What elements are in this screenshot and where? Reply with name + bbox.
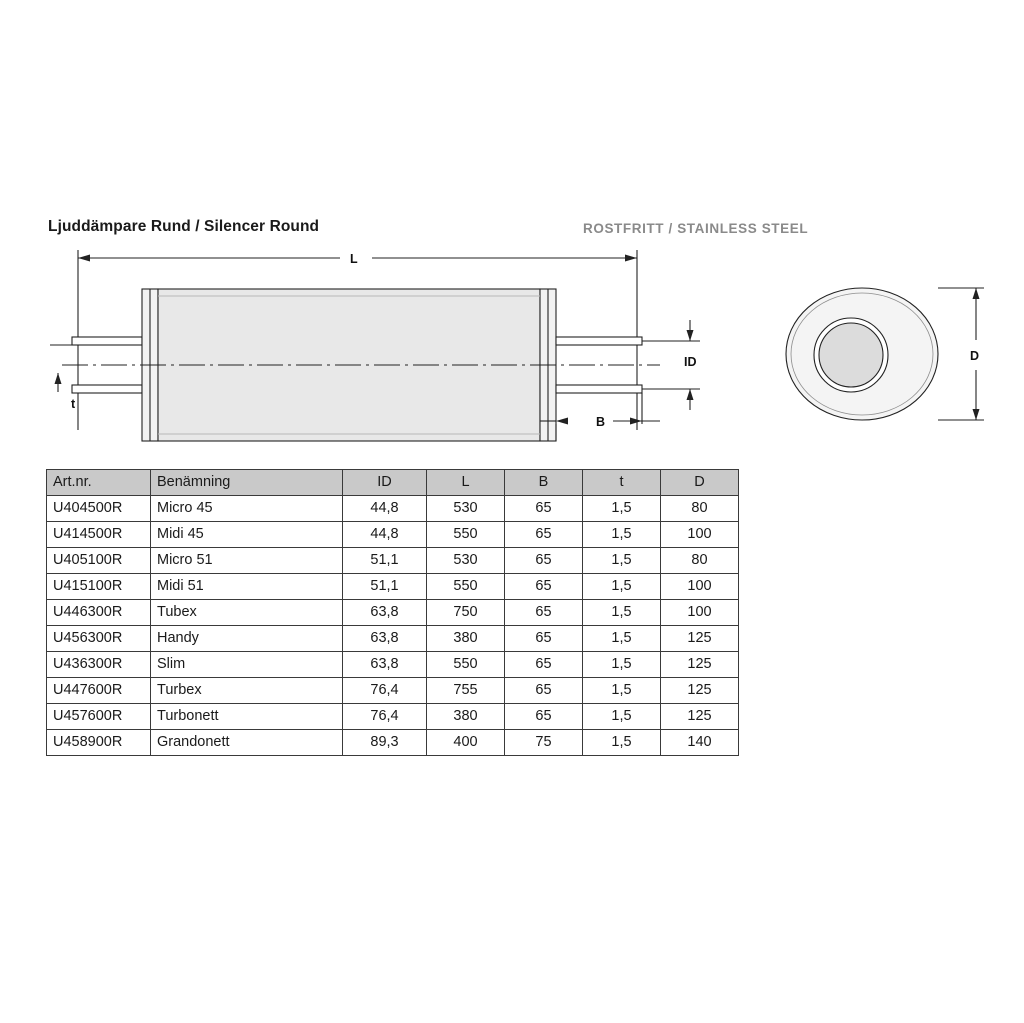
column-header-d: D	[661, 470, 739, 496]
side-view	[50, 250, 700, 441]
cell-l: 550	[427, 574, 505, 600]
cell-l: 550	[427, 522, 505, 548]
specification-table	[46, 469, 739, 756]
inner-diameter-dimension-label: ID	[684, 355, 697, 369]
cell-t: 1,5	[583, 704, 661, 730]
table-row	[47, 496, 739, 522]
cell-id: 51,1	[343, 574, 427, 600]
cell-benamning: Turbex	[151, 678, 343, 704]
cell-b: 65	[505, 548, 583, 574]
cell-b: 65	[505, 678, 583, 704]
cell-art-nr: U456300R	[47, 626, 151, 652]
table-row	[47, 704, 739, 730]
end-view	[786, 288, 984, 420]
thickness-dimension	[50, 345, 72, 392]
cell-t: 1,5	[583, 522, 661, 548]
cell-d: 140	[661, 730, 739, 756]
column-header-t: t	[583, 470, 661, 496]
width-dimension-label: B	[596, 415, 606, 429]
cell-l: 755	[427, 678, 505, 704]
cell-l: 750	[427, 600, 505, 626]
cell-d: 80	[661, 548, 739, 574]
cell-art-nr: U405100R	[47, 548, 151, 574]
cell-benamning: Micro 51	[151, 548, 343, 574]
cell-t: 1,5	[583, 652, 661, 678]
column-header-art-nr: Art.nr.	[47, 470, 151, 496]
cell-d: 80	[661, 496, 739, 522]
cell-id: 51,1	[343, 548, 427, 574]
thickness-dimension-label: t	[71, 397, 76, 411]
cell-id: 89,3	[343, 730, 427, 756]
cell-d: 125	[661, 704, 739, 730]
cell-b: 75	[505, 730, 583, 756]
material-label: ROSTFRITT / STAINLESS STEEL	[583, 221, 809, 236]
cell-art-nr: U415100R	[47, 574, 151, 600]
cell-b: 65	[505, 704, 583, 730]
cell-b: 65	[505, 574, 583, 600]
cell-l: 550	[427, 652, 505, 678]
cell-l: 400	[427, 730, 505, 756]
cell-benamning: Grandonett	[151, 730, 343, 756]
cell-id: 44,8	[343, 496, 427, 522]
cell-t: 1,5	[583, 626, 661, 652]
cell-art-nr: U404500R	[47, 496, 151, 522]
table-header-row	[47, 470, 739, 496]
table-row	[47, 600, 739, 626]
column-header-benamning: Benämning	[151, 470, 343, 496]
table-header	[47, 470, 739, 496]
cell-d: 100	[661, 522, 739, 548]
cell-benamning: Tubex	[151, 600, 343, 626]
cell-id: 63,8	[343, 600, 427, 626]
cell-t: 1,5	[583, 548, 661, 574]
column-header-b: B	[505, 470, 583, 496]
cell-t: 1,5	[583, 574, 661, 600]
cell-b: 65	[505, 522, 583, 548]
cell-id: 44,8	[343, 522, 427, 548]
cell-b: 65	[505, 626, 583, 652]
length-dimension-label: L	[350, 252, 358, 266]
table-row	[47, 574, 739, 600]
cell-t: 1,5	[583, 678, 661, 704]
cell-d: 125	[661, 678, 739, 704]
outer-diameter-dimension-label: D	[970, 349, 980, 363]
cell-l: 380	[427, 626, 505, 652]
cell-id: 63,8	[343, 652, 427, 678]
table-row	[47, 730, 739, 756]
cell-art-nr: U436300R	[47, 652, 151, 678]
cell-d: 125	[661, 626, 739, 652]
cell-art-nr: U414500R	[47, 522, 151, 548]
table-row	[47, 548, 739, 574]
cell-benamning: Slim	[151, 652, 343, 678]
cell-l: 530	[427, 548, 505, 574]
cell-benamning: Turbonett	[151, 704, 343, 730]
column-header-l: L	[427, 470, 505, 496]
page-title: Ljuddämpare Rund / Silencer Round	[48, 218, 320, 235]
cell-l: 530	[427, 496, 505, 522]
cell-benamning: Midi 51	[151, 574, 343, 600]
table-row	[47, 652, 739, 678]
cell-id: 76,4	[343, 678, 427, 704]
cell-t: 1,5	[583, 600, 661, 626]
cell-t: 1,5	[583, 496, 661, 522]
cell-b: 65	[505, 496, 583, 522]
silencer-technical-drawing	[0, 0, 1024, 460]
cell-t: 1,5	[583, 730, 661, 756]
cell-art-nr: U457600R	[47, 704, 151, 730]
cell-d: 100	[661, 600, 739, 626]
table-row	[47, 678, 739, 704]
cell-art-nr: U446300R	[47, 600, 151, 626]
cell-benamning: Handy	[151, 626, 343, 652]
cell-b: 65	[505, 600, 583, 626]
cell-art-nr: U447600R	[47, 678, 151, 704]
cell-art-nr: U458900R	[47, 730, 151, 756]
cell-d: 100	[661, 574, 739, 600]
cell-benamning: Midi 45	[151, 522, 343, 548]
cell-d: 125	[661, 652, 739, 678]
cell-benamning: Micro 45	[151, 496, 343, 522]
cell-id: 76,4	[343, 704, 427, 730]
cell-l: 380	[427, 704, 505, 730]
table-row	[47, 626, 739, 652]
cell-b: 65	[505, 652, 583, 678]
cell-id: 63,8	[343, 626, 427, 652]
column-header-id: ID	[343, 470, 427, 496]
table-body	[47, 496, 739, 756]
table-row	[47, 522, 739, 548]
